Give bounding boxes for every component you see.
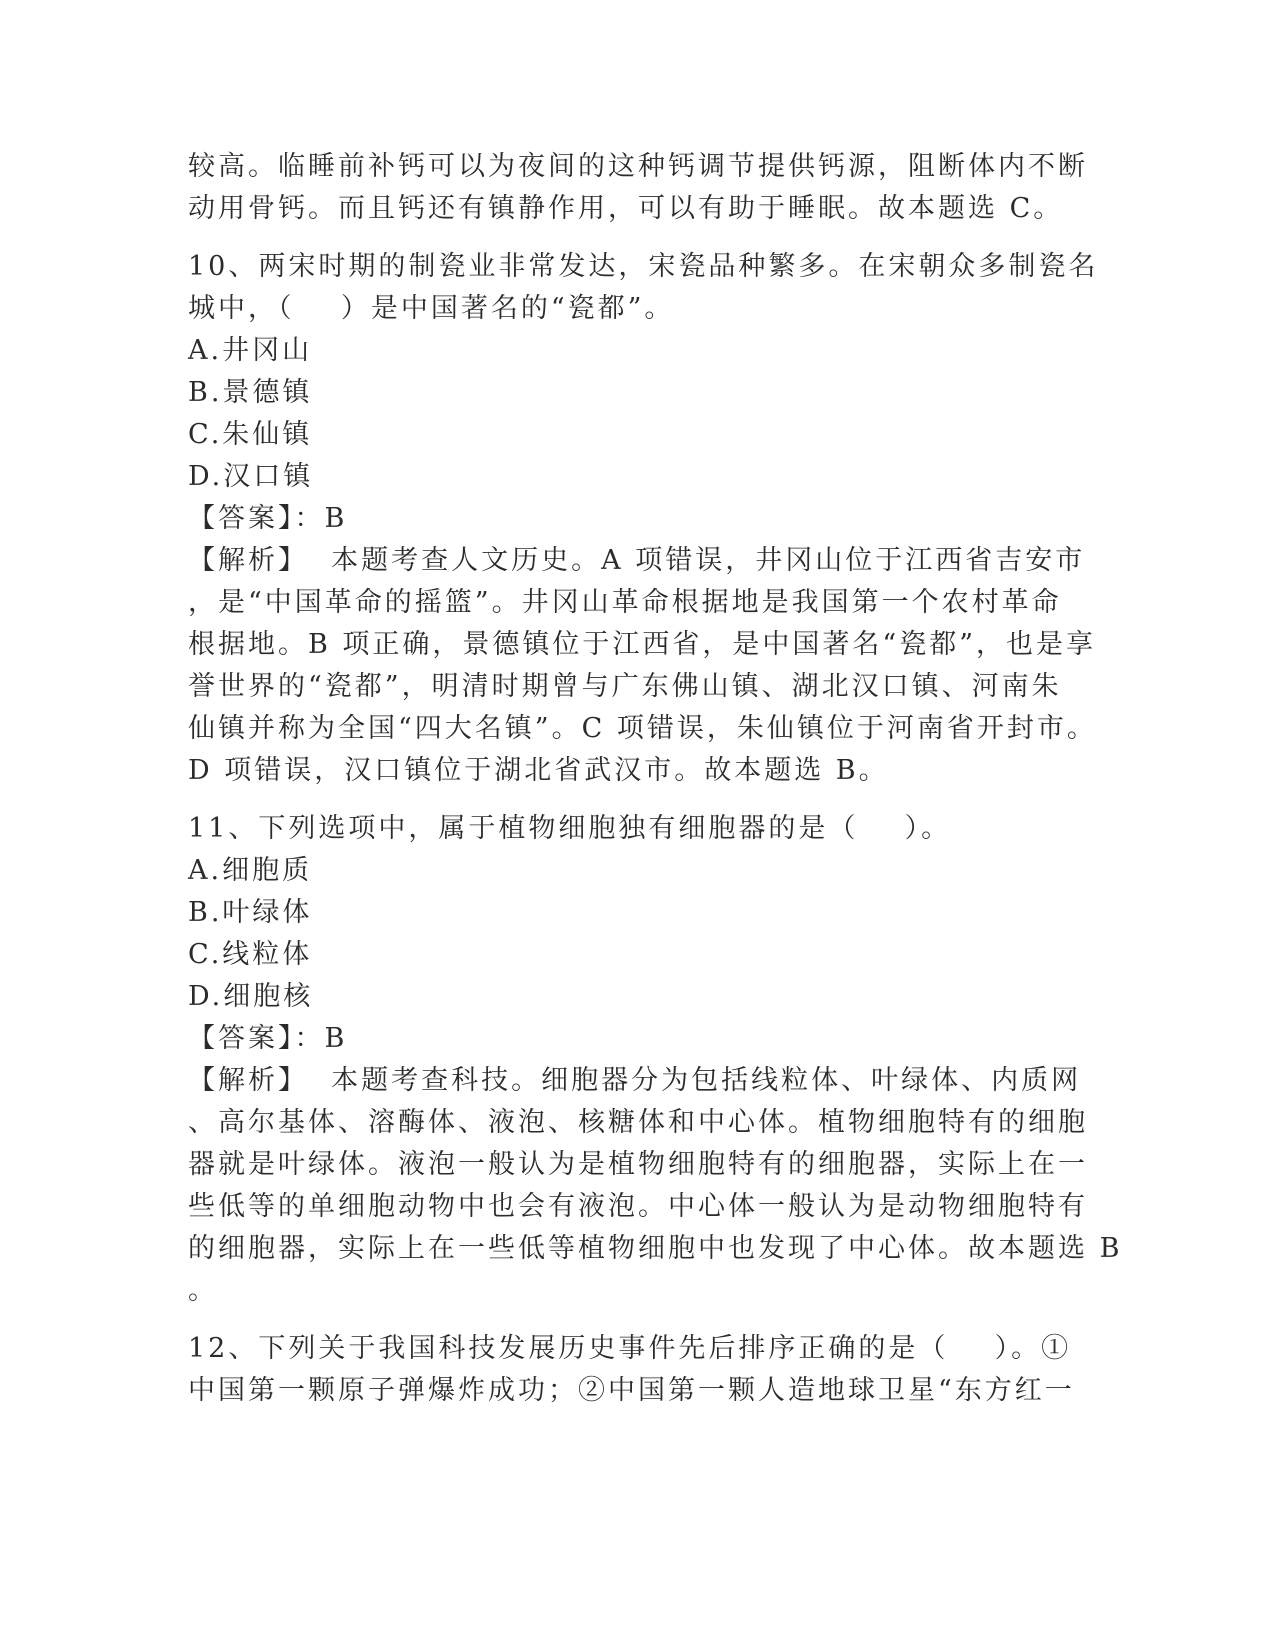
question-stem-line: 12、下列关于我国科技发展历史事件先后排序正确的是（ ）。① xyxy=(188,1333,1072,1364)
analysis-line: D 项错误，汉口镇位于湖北省武汉市。故本题选 B。 xyxy=(188,755,889,786)
option-b: B.景德镇 xyxy=(188,377,313,408)
option-b: B.叶绿体 xyxy=(188,897,313,928)
analysis-line: 【解析】 本题考查科技。细胞器分为包括线粒体、叶绿体、内质网 xyxy=(188,1065,1082,1096)
text-line: 较高。临睡前补钙可以为夜间的这种钙调节提供钙源，阻断体内不断 xyxy=(188,151,1088,182)
intro-paragraph xyxy=(188,146,1088,230)
analysis-line: 誉世界的“瓷都”，明清时期曾与广东佛山镇、湖北汉口镇、河南朱 xyxy=(188,671,1062,702)
question-10 xyxy=(188,246,1099,792)
analysis-line: 器就是叶绿体。液泡一般认为是植物细胞特有的细胞器，实际上在一 xyxy=(188,1149,1088,1180)
question-stem-line: 城中，（ ）是中国著名的“瓷都”。 xyxy=(188,293,675,324)
question-12 xyxy=(188,1328,1088,1412)
answer-line: 【答案】：B xyxy=(188,503,348,534)
option-a: A.井冈山 xyxy=(188,335,313,366)
question-stem-line: 11、下列选项中，属于植物细胞独有细胞器的是（ ）。 xyxy=(188,813,952,844)
analysis-line: 【解析】 本题考查人文历史。A 项错误，井冈山位于江西省吉安市 xyxy=(188,545,1086,576)
analysis-line: 的细胞器，实际上在一些低等植物细胞中也发现了中心体。故本题选 B xyxy=(188,1233,1123,1264)
analysis-line: 。 xyxy=(188,1275,218,1306)
option-c: C.朱仙镇 xyxy=(188,419,313,450)
question-stem-line: 中国第一颗原子弹爆炸成功；②中国第一颗人造地球卫星“东方红一 xyxy=(188,1375,1075,1406)
question-11 xyxy=(188,808,1123,1312)
option-d: D.细胞核 xyxy=(188,981,314,1012)
analysis-line: 仙镇并称为全国“四大名镇”。C 项错误，朱仙镇位于河南省开封市。 xyxy=(188,713,1097,744)
option-c: C.线粒体 xyxy=(188,939,313,970)
option-a: A.细胞质 xyxy=(188,855,313,886)
analysis-line: 些低等的单细胞动物中也会有液泡。中心体一般认为是动物细胞特有 xyxy=(188,1191,1088,1222)
option-d: D.汉口镇 xyxy=(188,461,314,492)
text-line: 动用骨钙。而且钙还有镇静作用，可以有助于睡眠。故本题选 C。 xyxy=(188,193,1064,224)
page-content xyxy=(188,146,1123,1428)
question-stem-line: 10、两宋时期的制瓷业非常发达，宋瓷品种繁多。在宋朝众多制瓷名 xyxy=(188,251,1099,282)
analysis-line: 、高尔基体、溶酶体、液泡、核糖体和中心体。植物细胞特有的细胞 xyxy=(188,1107,1088,1138)
analysis-line: 根据地。B 项正确，景德镇位于江西省，是中国著名“瓷都”，也是享 xyxy=(188,629,1097,660)
analysis-line: ，是“中国革命的摇篮”。井冈山革命根据地是我国第一个农村革命 xyxy=(188,587,1062,618)
answer-line: 【答案】：B xyxy=(188,1023,348,1054)
